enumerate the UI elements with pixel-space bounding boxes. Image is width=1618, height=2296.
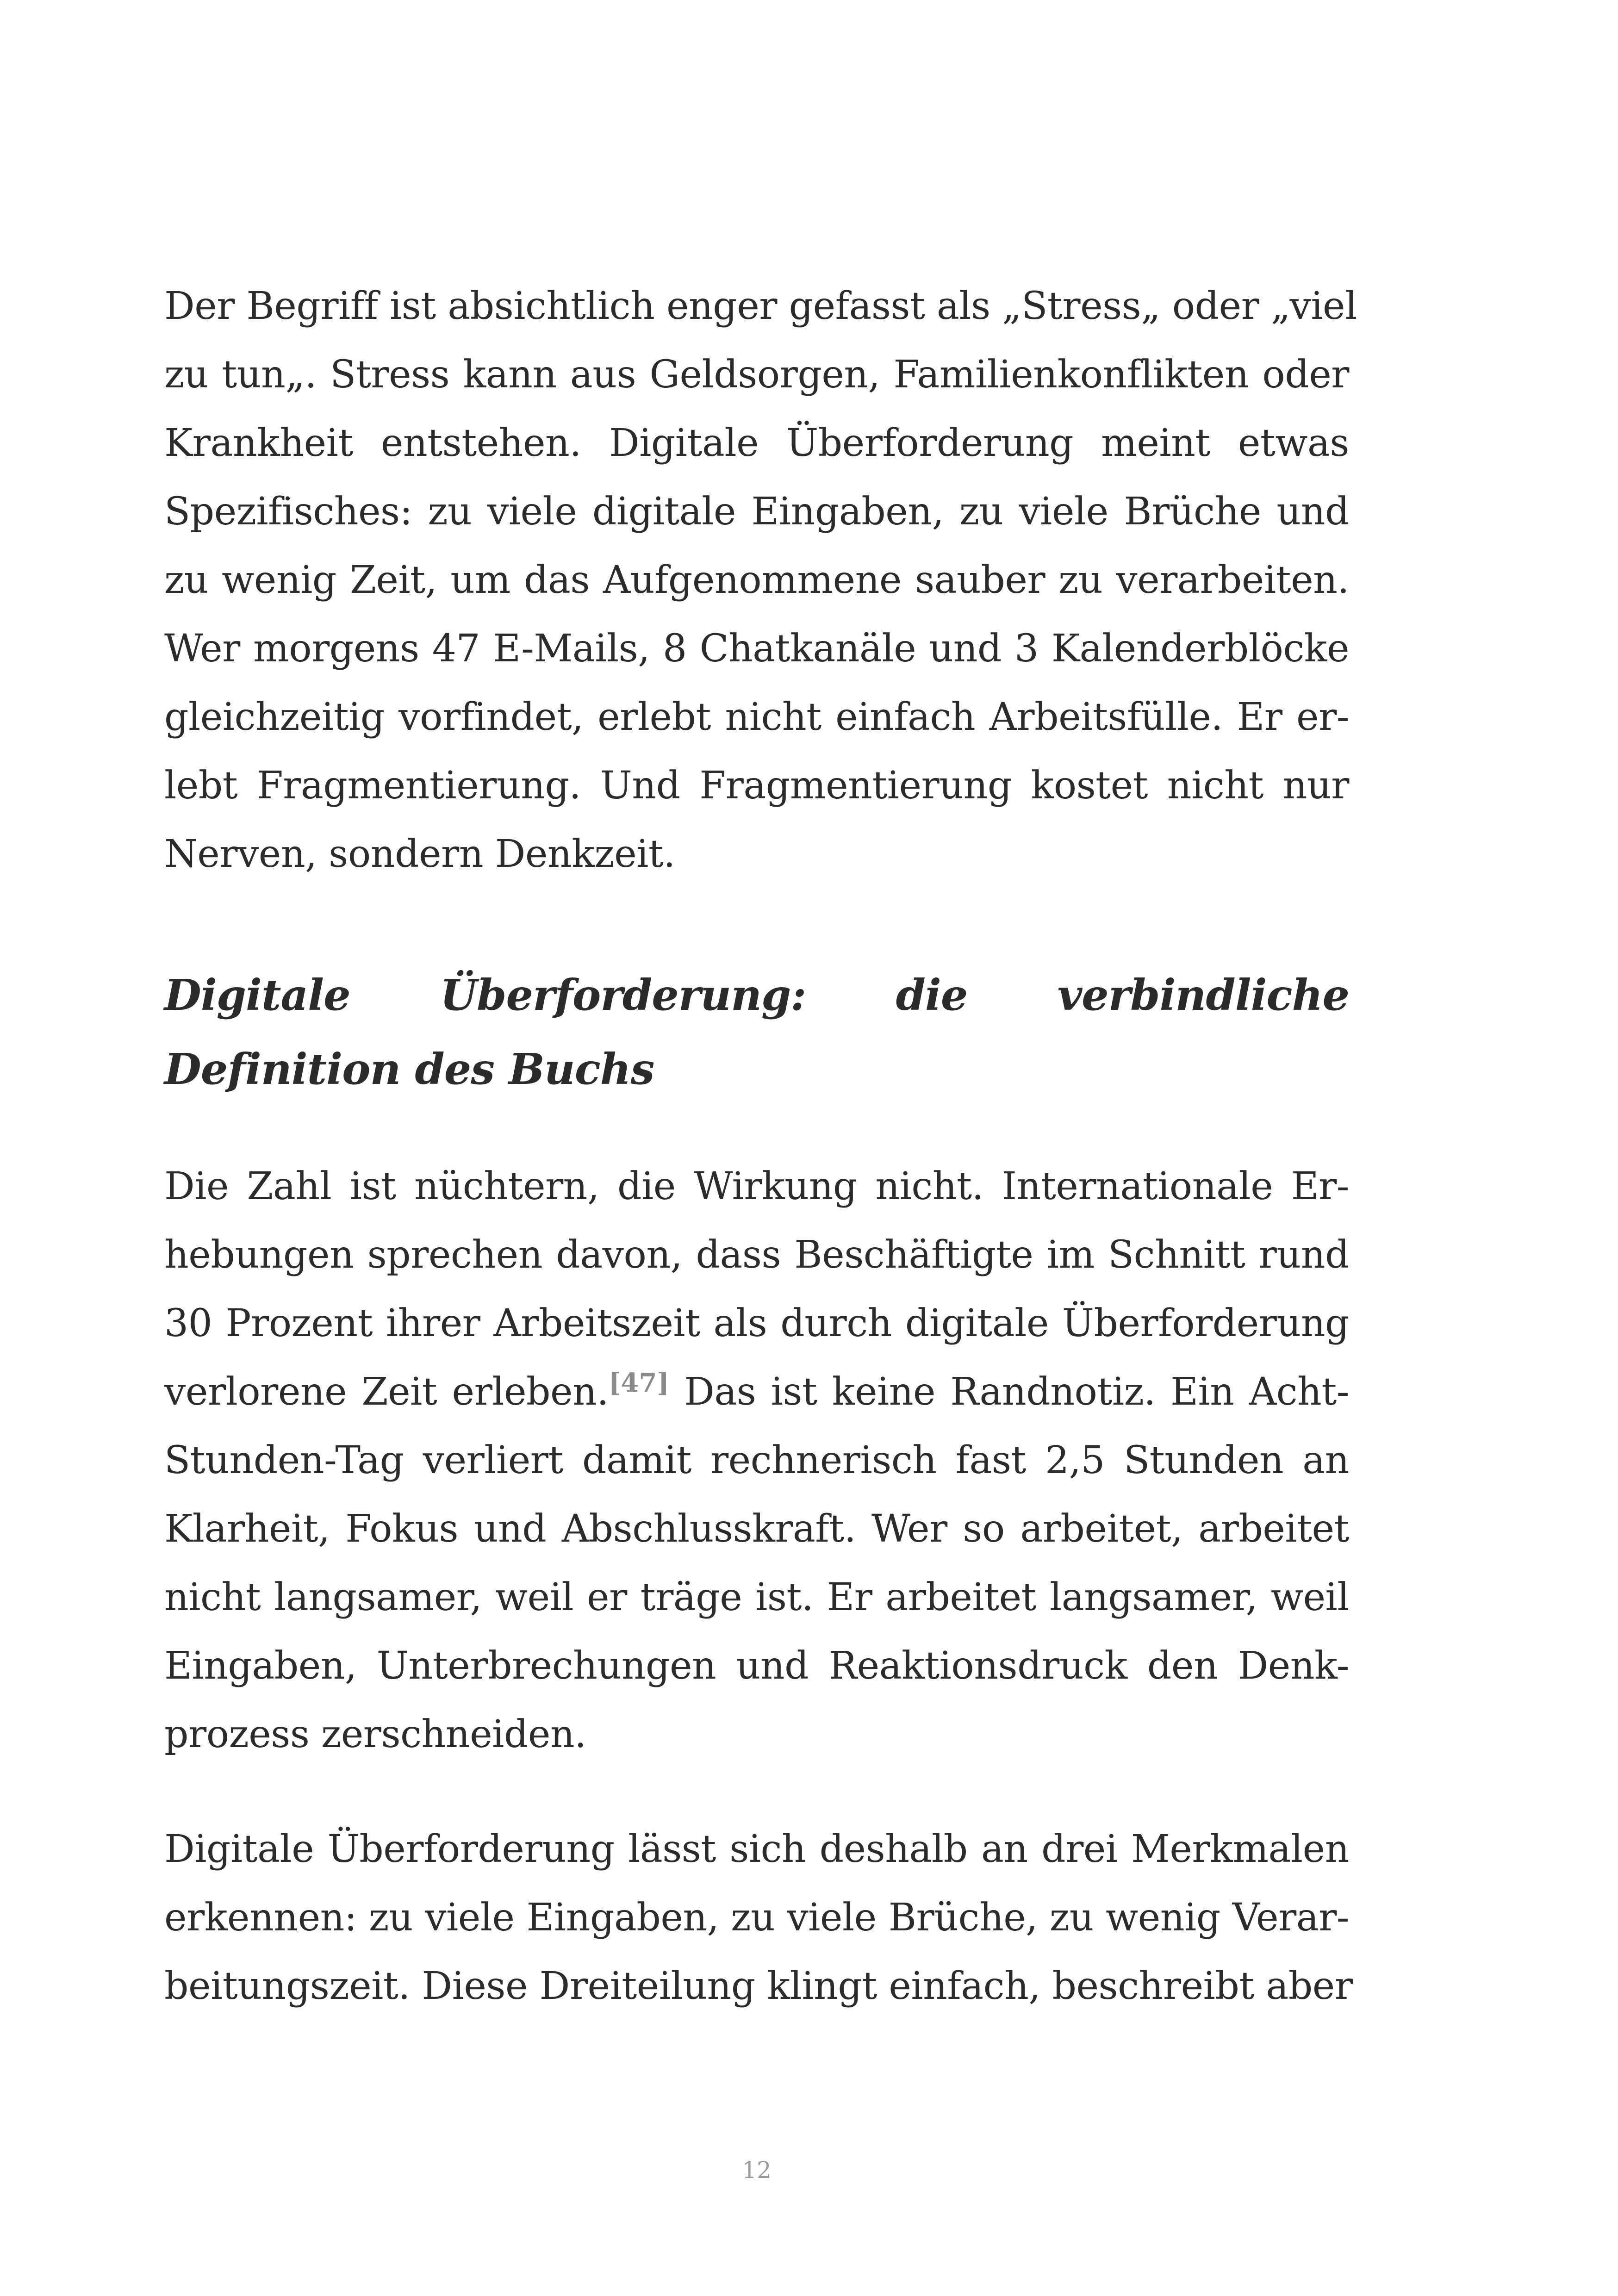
book-page bbox=[164, 0, 1357, 2296]
text-line: 30 Prozent ihrer Arbeitszeit als durch digitale Überforderung bbox=[164, 1301, 1349, 1345]
text-line: Krankheit entstehen. Digitale Überforderung meint etwas bbox=[164, 421, 1349, 465]
text-line: prozess zerschneiden. bbox=[164, 1712, 586, 1756]
text-segment: Das ist keine Randnotiz. Ein Acht- bbox=[669, 1370, 1349, 1414]
text-line: gleichzeitig vorfindet, erlebt nicht einfach Arbeitsfülle. Er er- bbox=[164, 695, 1349, 739]
text-line: hebungen sprechen davon, dass Beschäftigte im Schnitt rund bbox=[164, 1233, 1349, 1277]
text-line: Der Begriff ist absichtlich enger gefasst als „Stress„ oder „viel bbox=[164, 284, 1357, 328]
page-number: 12 bbox=[742, 2157, 772, 2184]
body-paragraph bbox=[164, 1815, 1353, 2021]
body-paragraph bbox=[164, 272, 1357, 889]
text-line: lebt Fragmentierung. Und Fragmentierung kostet nicht nur bbox=[164, 764, 1349, 808]
body-paragraph bbox=[164, 1152, 1349, 1769]
footnote-reference[interactable]: [47] bbox=[608, 1368, 669, 1398]
text-line: Nerven, sondern Denkzeit. bbox=[164, 832, 675, 876]
text-line: Eingaben, Unterbrechungen und Reaktionsdruck den Denk- bbox=[164, 1644, 1349, 1688]
text-line: Stunden-Tag verliert damit rechnerisch fast 2,5 Stunden an bbox=[164, 1438, 1349, 1482]
heading-line: Digitale Überforderung: die verbindliche bbox=[164, 970, 1349, 1020]
text-line bbox=[164, 1358, 1349, 1426]
text-line: zu tun„. Stress kann aus Geldsorgen, Familienkonflikten oder bbox=[164, 353, 1349, 397]
text-line: beitungszeit. Diese Dreiteilung klingt einfach, beschreibt aber bbox=[164, 1964, 1353, 2008]
text-line: Spezifisches: zu viele digitale Eingaben, zu viele Brüche und bbox=[164, 490, 1349, 534]
text-line: nicht langsamer, weil er träge ist. Er arbeitet langsamer, weil bbox=[164, 1575, 1349, 1619]
text-line: Digitale Überforderung lässt sich deshalb an drei Merkmalen bbox=[164, 1827, 1349, 1871]
heading-line: Definition des Buchs bbox=[164, 1044, 654, 1094]
text-line: Klarheit, Fokus und Abschlusskraft. Wer so arbeitet, arbeitet bbox=[164, 1507, 1349, 1551]
text-line: Wer morgens 47 E-Mails, 8 Chatkanäle und 3 Kalenderblöcke bbox=[164, 627, 1349, 671]
text-line: zu wenig Zeit, um das Aufgenommene sauber zu verarbeiten. bbox=[164, 558, 1349, 602]
section-heading bbox=[164, 958, 1349, 1106]
text-line: Die Zahl ist nüchtern, die Wirkung nicht. Internationale Er- bbox=[164, 1164, 1349, 1208]
text-line: erkennen: zu viele Eingaben, zu viele Brüche, zu wenig Verar- bbox=[164, 1896, 1349, 1940]
text-segment: verlorene Zeit erleben. bbox=[164, 1370, 609, 1414]
